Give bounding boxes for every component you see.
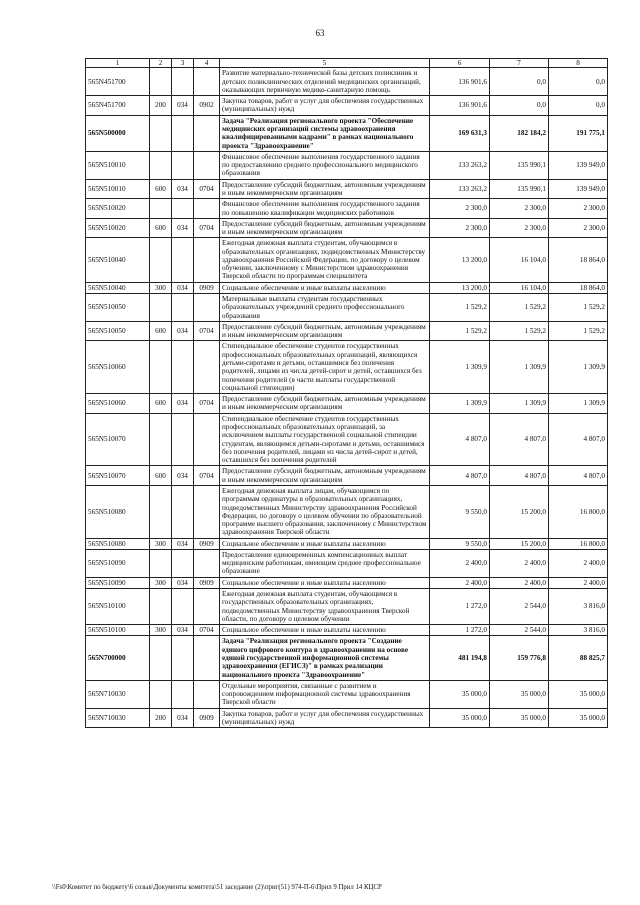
table-row: [86, 218, 608, 238]
amount-cell-year-1: 133 263,2: [430, 151, 490, 179]
section-code-cell: 0909: [194, 538, 220, 549]
amount-cell-year-3: 35 000,0: [549, 708, 608, 728]
expense-type-cell: 600: [150, 218, 172, 238]
amount-cell-year-3: 16 800,0: [549, 538, 608, 549]
classification-code-cell: 565N510090: [86, 549, 150, 577]
amount-cell-year-3: 3 816,0: [549, 589, 608, 625]
description-cell: Социальное обеспечение и иные выплаты населению: [220, 577, 430, 588]
section-code-cell: 0902: [194, 96, 220, 116]
section-code-cell: [194, 589, 220, 625]
amount-cell-year-1: 136 901,6: [430, 96, 490, 116]
amount-cell-year-2: 0,0: [490, 96, 549, 116]
expense-type-cell: 600: [150, 179, 172, 199]
expense-type-cell: [150, 549, 172, 577]
ministry-code-cell: 034: [172, 394, 194, 414]
amount-cell-year-2: 1 309,9: [490, 341, 549, 394]
amount-cell-year-2: 15 200,0: [490, 485, 549, 538]
document-path-footer: \\Fs0\Комитет по бюджету\6 созыв\Документы комитета\51 заседание (2)\приг(51) 974-П-6\Прил 9 Прил 14 КЦСР: [52, 884, 382, 891]
section-code-cell: [194, 199, 220, 219]
ministry-code-cell: [172, 636, 194, 680]
amount-cell-year-3: 2 300,0: [549, 218, 608, 238]
ministry-code-cell: [172, 413, 194, 466]
ministry-code-cell: [172, 680, 194, 708]
amount-cell-year-1: 1 309,9: [430, 341, 490, 394]
ministry-code-cell: 034: [172, 538, 194, 549]
amount-cell-year-1: 1 309,9: [430, 394, 490, 414]
expense-type-cell: [150, 636, 172, 680]
classification-code-cell: 565N700000: [86, 636, 150, 680]
amount-cell-year-3: 2 300,0: [549, 199, 608, 219]
header-cell: 8: [549, 59, 608, 68]
amount-cell-year-2: 2 544,0: [490, 625, 549, 636]
description-cell: Предоставление единовременных компенсационных выплат медицинским работникам, имеющим среднее профессиональное образование: [220, 549, 430, 577]
budget-table: [85, 58, 608, 728]
amount-cell-year-3: 2 400,0: [549, 577, 608, 588]
classification-code-cell: 565N451700: [86, 68, 150, 96]
classification-code-cell: 565N510050: [86, 321, 150, 341]
amount-cell-year-1: 35 000,0: [430, 708, 490, 728]
amount-cell-year-2: 2 300,0: [490, 199, 549, 219]
table-row: [86, 538, 608, 549]
amount-cell-year-2: 2 400,0: [490, 577, 549, 588]
description-cell: Социальное обеспечение и иные выплаты населению: [220, 282, 430, 293]
table-body: [86, 68, 608, 728]
ministry-code-cell: 034: [172, 96, 194, 116]
amount-cell-year-1: 9 550,0: [430, 538, 490, 549]
amount-cell-year-3: 4 807,0: [549, 413, 608, 466]
description-cell: Предоставление субсидий бюджетным, автономным учреждениям и иным некоммерческим организациям: [220, 321, 430, 341]
amount-cell-year-3: 88 825,7: [549, 636, 608, 680]
ministry-code-cell: 034: [172, 179, 194, 199]
section-code-cell: [194, 636, 220, 680]
table-row: [86, 680, 608, 708]
amount-cell-year-1: 2 400,0: [430, 577, 490, 588]
classification-code-cell: 565N510050: [86, 294, 150, 322]
amount-cell-year-1: 13 200,0: [430, 238, 490, 282]
classification-code-cell: 565N510020: [86, 218, 150, 238]
amount-cell-year-1: 136 901,6: [430, 68, 490, 96]
section-code-cell: [194, 238, 220, 282]
classification-code-cell: 565N451700: [86, 96, 150, 116]
description-cell: Закупка товаров, работ и услуг для обеспечения государственных (муниципальных) нужд: [220, 708, 430, 728]
amount-cell-year-1: 1 529,2: [430, 294, 490, 322]
ministry-code-cell: [172, 589, 194, 625]
table-row: [86, 636, 608, 680]
ministry-code-cell: [172, 294, 194, 322]
table-row: [86, 708, 608, 728]
classification-code-cell: 565N510040: [86, 282, 150, 293]
ministry-code-cell: 034: [172, 577, 194, 588]
classification-code-cell: 565N510080: [86, 485, 150, 538]
description-cell: Предоставление субсидий бюджетным, автономным учреждениям и иным некоммерческим организациям: [220, 218, 430, 238]
header-cell: 7: [490, 59, 549, 68]
description-cell: Финансовое обеспечение выполнения государственного задания по повышению квалификации медицинских работников: [220, 199, 430, 219]
expense-type-cell: [150, 115, 172, 151]
ministry-code-cell: 034: [172, 218, 194, 238]
amount-cell-year-2: 4 807,0: [490, 466, 549, 486]
amount-cell-year-2: 35 000,0: [490, 680, 549, 708]
table-row: [86, 115, 608, 151]
amount-cell-year-1: 481 194,8: [430, 636, 490, 680]
description-cell: Ежегодная денежная выплата лицам, обучающимся по программам ординатуры в образовательных организациях, подведомственных Министерству здравоохранения Российской Федерации, по договору о целевом обучении по образовательной программе высшего образования, заключенному с Министерством здравоохранения Тверской области: [220, 485, 430, 538]
ministry-code-cell: 034: [172, 625, 194, 636]
amount-cell-year-3: 1 529,2: [549, 321, 608, 341]
section-code-cell: 0909: [194, 282, 220, 293]
amount-cell-year-1: 1 272,0: [430, 625, 490, 636]
classification-code-cell: 565N510010: [86, 179, 150, 199]
ministry-code-cell: [172, 199, 194, 219]
table-row: [86, 485, 608, 538]
amount-cell-year-2: 182 184,2: [490, 115, 549, 151]
classification-code-cell: 565N710030: [86, 680, 150, 708]
expense-type-cell: [150, 238, 172, 282]
expense-type-cell: 200: [150, 708, 172, 728]
classification-code-cell: 565N510010: [86, 151, 150, 179]
section-code-cell: 0909: [194, 577, 220, 588]
amount-cell-year-3: 2 400,0: [549, 549, 608, 577]
expense-type-cell: 300: [150, 538, 172, 549]
table-row: [86, 549, 608, 577]
ministry-code-cell: 034: [172, 282, 194, 293]
amount-cell-year-2: 1 529,2: [490, 294, 549, 322]
section-code-cell: [194, 68, 220, 96]
budget-table-container: [85, 58, 607, 728]
ministry-code-cell: [172, 151, 194, 179]
description-cell: Финансовое обеспечение выполнения государственного задания по предоставлению среднего профессионального медицинского образования: [220, 151, 430, 179]
section-code-cell: 0704: [194, 625, 220, 636]
expense-type-cell: [150, 589, 172, 625]
ministry-code-cell: [172, 341, 194, 394]
description-cell: Задача "Реализация регионального проекта "Создание единого цифрового контура в здравоохранении на основе единой государственной информационной системы здравоохранения (ЕГИСЗ)" в рамках реализации национального проекта "Здравоохранение": [220, 636, 430, 680]
section-code-cell: 0704: [194, 218, 220, 238]
table-row: [86, 625, 608, 636]
table-row: [86, 199, 608, 219]
classification-code-cell: 565N510070: [86, 466, 150, 486]
section-code-cell: 0704: [194, 466, 220, 486]
amount-cell-year-3: 1 529,2: [549, 294, 608, 322]
description-cell: Материальные выплаты студентам государственных образовательных учреждений среднего профессионального образования: [220, 294, 430, 322]
ministry-code-cell: 034: [172, 466, 194, 486]
section-code-cell: [194, 115, 220, 151]
expense-type-cell: 600: [150, 321, 172, 341]
description-cell: Закупка товаров, работ и услуг для обеспечения государственных (муниципальных) нужд: [220, 96, 430, 116]
section-code-cell: [194, 294, 220, 322]
classification-code-cell: 565N510060: [86, 394, 150, 414]
classification-code-cell: 565N510070: [86, 413, 150, 466]
header-cell: 6: [430, 59, 490, 68]
amount-cell-year-1: 35 000,0: [430, 680, 490, 708]
amount-cell-year-2: 0,0: [490, 68, 549, 96]
expense-type-cell: 300: [150, 577, 172, 588]
expense-type-cell: 300: [150, 282, 172, 293]
amount-cell-year-2: 2 400,0: [490, 549, 549, 577]
amount-cell-year-2: 15 200,0: [490, 538, 549, 549]
expense-type-cell: [150, 151, 172, 179]
classification-code-cell: 565N710030: [86, 708, 150, 728]
amount-cell-year-3: 16 800,0: [549, 485, 608, 538]
section-code-cell: [194, 485, 220, 538]
amount-cell-year-3: 1 309,9: [549, 341, 608, 394]
ministry-code-cell: [172, 115, 194, 151]
table-row: [86, 151, 608, 179]
amount-cell-year-2: 2 300,0: [490, 218, 549, 238]
description-cell: Предоставление субсидий бюджетным, автономным учреждениям и иным некоммерческим организациям: [220, 179, 430, 199]
amount-cell-year-1: 1 272,0: [430, 589, 490, 625]
table-row: [86, 96, 608, 116]
ministry-code-cell: [172, 549, 194, 577]
amount-cell-year-3: 1 309,9: [549, 394, 608, 414]
expense-type-cell: 600: [150, 394, 172, 414]
amount-cell-year-1: 1 529,2: [430, 321, 490, 341]
amount-cell-year-2: 16 104,0: [490, 282, 549, 293]
section-code-cell: [194, 341, 220, 394]
description-cell: Социальное обеспечение и иные выплаты населению: [220, 625, 430, 636]
table-row: [86, 413, 608, 466]
table-row: [86, 577, 608, 588]
amount-cell-year-1: 9 550,0: [430, 485, 490, 538]
amount-cell-year-3: 3 816,0: [549, 625, 608, 636]
table-row: [86, 238, 608, 282]
table-row: [86, 341, 608, 394]
expense-type-cell: 300: [150, 625, 172, 636]
classification-code-cell: 565N510100: [86, 625, 150, 636]
description-cell: Отдельные мероприятия, связанные с развитием и сопровождением информационной системы здравоохранения Тверской области: [220, 680, 430, 708]
classification-code-cell: 565N500000: [86, 115, 150, 151]
expense-type-cell: [150, 199, 172, 219]
section-code-cell: 0704: [194, 321, 220, 341]
amount-cell-year-1: 4 807,0: [430, 466, 490, 486]
section-code-cell: [194, 680, 220, 708]
description-cell: Развитие материально-технической базы детских поликлиник и детских поликлинических отделений медицинских организаций, оказывающих первичную медико-санитарную помощь: [220, 68, 430, 96]
amount-cell-year-1: 133 263,2: [430, 179, 490, 199]
amount-cell-year-2: 16 104,0: [490, 238, 549, 282]
amount-cell-year-1: 4 807,0: [430, 413, 490, 466]
description-cell: Предоставление субсидий бюджетным, автономным учреждениям и иным некоммерческим организациям: [220, 394, 430, 414]
table-row: [86, 466, 608, 486]
table-row: [86, 589, 608, 625]
ministry-code-cell: 034: [172, 708, 194, 728]
ministry-code-cell: [172, 68, 194, 96]
description-cell: Ежегодная денежная выплата студентам, обучающимся в государственных образовательных организациях, подведомственных Министерству здравоохранения Тверской области, по договору о целевом обучении: [220, 589, 430, 625]
classification-code-cell: 565N510040: [86, 238, 150, 282]
header-cell: 3: [172, 59, 194, 68]
amount-cell-year-1: 169 631,3: [430, 115, 490, 151]
page-number: 63: [315, 28, 325, 38]
classification-code-cell: 565N510080: [86, 538, 150, 549]
amount-cell-year-2: 4 807,0: [490, 413, 549, 466]
section-code-cell: [194, 549, 220, 577]
description-cell: Задача "Реализация регионального проекта "Обеспечение медицинских организаций системы здравоохранения квалифицированными кадрами" в рамках национального проекта "Здравоохранение": [220, 115, 430, 151]
section-code-cell: 0704: [194, 179, 220, 199]
expense-type-cell: 200: [150, 96, 172, 116]
expense-type-cell: [150, 341, 172, 394]
amount-cell-year-2: 159 776,8: [490, 636, 549, 680]
amount-cell-year-3: 35 000,0: [549, 680, 608, 708]
header-cell: 1: [86, 59, 150, 68]
amount-cell-year-2: 1 529,2: [490, 321, 549, 341]
description-cell: Стипендиальное обеспечение студентов государственных профессиональных образовательных организаций, за исключением выплаты государственной социальной стипендии студентам, являющимся детьми-сиротами и детьми, оставшимися без попечения родителей, лицами из числа детей-сирот и детей, оставшихся без попечения родителей: [220, 413, 430, 466]
section-code-cell: [194, 151, 220, 179]
classification-code-cell: 565N510020: [86, 199, 150, 219]
table-row: [86, 282, 608, 293]
table-row: [86, 394, 608, 414]
amount-cell-year-1: 13 200,0: [430, 282, 490, 293]
expense-type-cell: [150, 485, 172, 538]
ministry-code-cell: 034: [172, 321, 194, 341]
header-row: [86, 59, 608, 68]
section-code-cell: 0909: [194, 708, 220, 728]
amount-cell-year-2: 135 990,1: [490, 151, 549, 179]
description-cell: Социальное обеспечение и иные выплаты населению: [220, 538, 430, 549]
classification-code-cell: 565N510090: [86, 577, 150, 588]
header-cell: 5: [220, 59, 430, 68]
expense-type-cell: 600: [150, 466, 172, 486]
amount-cell-year-1: 2 400,0: [430, 549, 490, 577]
amount-cell-year-3: 191 775,1: [549, 115, 608, 151]
classification-code-cell: 565N510100: [86, 589, 150, 625]
section-code-cell: [194, 413, 220, 466]
description-cell: Ежегодная денежная выплата студентам, обучающимся в образовательных организациях, подведомственных Министерству здравоохранения Российской Федерации, по договору о целевом обучении, заключенному с Министерством здравоохранения Тверской области по программам специалитета: [220, 238, 430, 282]
description-cell: Стипендиальное обеспечение студентов государственных профессиональных образовательных организаций, являющихся детьми-сиротами и детьми, оставшимися без попечения родителей, лицами из числа детей-сирот и детей, оставшихся без попечения родителей (в части выплаты государственной социальной стипендии): [220, 341, 430, 394]
expense-type-cell: [150, 680, 172, 708]
amount-cell-year-3: 18 864,0: [549, 282, 608, 293]
header-cell: 2: [150, 59, 172, 68]
ministry-code-cell: [172, 485, 194, 538]
table-row: [86, 321, 608, 341]
ministry-code-cell: [172, 238, 194, 282]
amount-cell-year-3: 4 807,0: [549, 466, 608, 486]
table-row: [86, 68, 608, 96]
classification-code-cell: 565N510060: [86, 341, 150, 394]
amount-cell-year-3: 0,0: [549, 68, 608, 96]
table-row: [86, 294, 608, 322]
amount-cell-year-3: 139 949,0: [549, 179, 608, 199]
amount-cell-year-3: 18 864,0: [549, 238, 608, 282]
amount-cell-year-2: 2 544,0: [490, 589, 549, 625]
description-cell: Предоставление субсидий бюджетным, автономным учреждениям и иным некоммерческим организациям: [220, 466, 430, 486]
amount-cell-year-3: 0,0: [549, 96, 608, 116]
expense-type-cell: [150, 413, 172, 466]
expense-type-cell: [150, 294, 172, 322]
section-code-cell: 0704: [194, 394, 220, 414]
amount-cell-year-1: 2 300,0: [430, 199, 490, 219]
expense-type-cell: [150, 68, 172, 96]
amount-cell-year-2: 35 000,0: [490, 708, 549, 728]
amount-cell-year-2: 135 990,1: [490, 179, 549, 199]
amount-cell-year-2: 1 309,9: [490, 394, 549, 414]
amount-cell-year-3: 139 949,0: [549, 151, 608, 179]
amount-cell-year-1: 2 300,0: [430, 218, 490, 238]
table-row: [86, 179, 608, 199]
header-cell: 4: [194, 59, 220, 68]
